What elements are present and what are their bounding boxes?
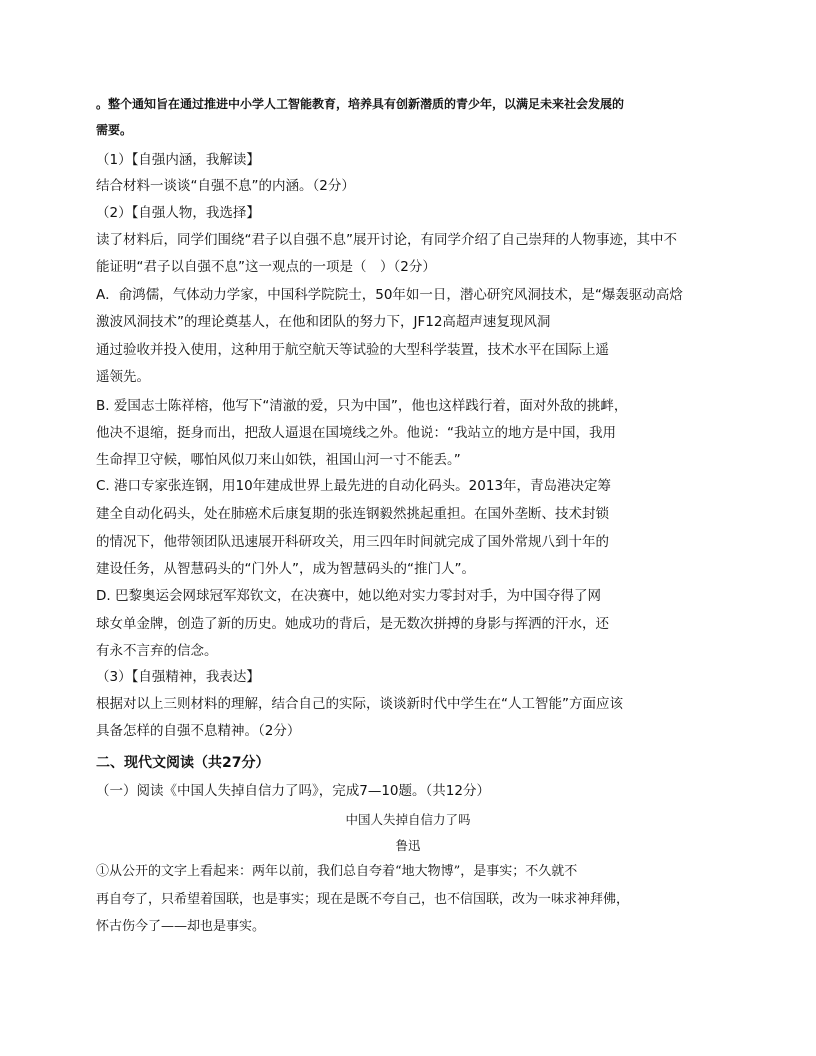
option-b-line: 他决不退缩，挺身而出，把敌人逼退在国境线之外。他说：“我站立的地方是中国，我用 <box>96 425 616 441</box>
option-b-line: 生命捍卫守候，哪怕风似刀来山如铁，祖国山河一寸不能丢。” <box>96 452 461 468</box>
article-paragraph-line: 怀古伤今了——却也是事实。 <box>96 919 266 934</box>
q3-heading: （3）【自强精神，我表达】 <box>96 669 260 685</box>
option-d-line: 有永不言弃的信念。 <box>96 643 218 659</box>
q3-text-line: 具备怎样的自强不息精神。（2分） <box>96 723 301 739</box>
section-subheading: （一）阅读《中国人失掉自信力了吗》，完成7—10题。（共12分） <box>96 783 490 799</box>
option-c-line: 建全自动化码头，处在肺癌术后康复期的张连钢毅然挑起重担。在国外垄断、技术封锁 <box>96 506 609 522</box>
option-a-line: 通过验收并投入使用，这种用于航空航天等试验的大型科学装置，技术水平在国际上遥 <box>96 342 609 358</box>
q2-stem-line: 能证明“君子以自强不息”这一观点的一项是（ ）（2分） <box>96 259 436 275</box>
option-d-line: D. 巴黎奥运会网球冠军郑钦文，在决赛中，她以绝对实力零封对手，为中国夺得了网 <box>96 588 601 604</box>
option-c-line: 建设任务，从智慧码头的“门外人”，成为智慧码头的“推门人”。 <box>96 561 475 577</box>
option-c-line: C. 港口专家张连钢，用10年建成世界上最先进的自动化码头。2013年，青岛港决定筹 <box>96 478 612 494</box>
article-paragraph-line: 再自夸了，只希望着国联，也是事实；现在是既不夸自己，也不信国联，改为一味求神拜佛， <box>96 892 630 907</box>
q2-stem-line: 读了材料后，同学们围绕“君子以自强不息”展开讨论，有同学介绍了自己崇拜的人物事迹，其中不 <box>96 232 677 248</box>
q3-text-line: 根据对以上三则材料的理解，结合自己的实际，谈谈新时代中学生在“人工智能”方面应该 <box>96 696 623 712</box>
option-c-line: 的情况下，他带领团队迅速展开科研攻关，用三四年时间就完成了国外常规八到十年的 <box>96 534 609 550</box>
intro-line: 。整个通知旨在通过推进中小学人工智能教育，培养具有创新潜质的青少年，以满足未来社会发展的 <box>96 97 625 111</box>
q2-heading: （2）【自强人物，我选择】 <box>96 205 260 221</box>
option-d-line: 球女单金牌，创造了新的历史。她成功的背后，是无数次拼搏的身影与挥洒的汗水，还 <box>96 616 609 632</box>
option-b-line: B. 爱国志士陈祥榕，他写下“清澈的爱，只为中国”，他也这样践行着，面对外敌的挑衅， <box>96 398 628 414</box>
option-a-line: 遥领先。 <box>96 369 150 385</box>
article-title: 中国人失掉自信力了吗 <box>345 812 471 827</box>
intro-line: 需要。 <box>96 123 133 137</box>
article-author: 鲁迅 <box>395 838 421 853</box>
option-a-line: A．俞鸿儒，气体动力学家，中国科学院院士，50年如一日，潜心研究风洞技术，是“爆轰驱动高焓 <box>96 287 683 303</box>
q1-text: 结合材料一谈谈“自强不息”的内涵。（2分） <box>96 178 355 194</box>
option-a-line: 激波风洞技术”的理论奠基人，在他和团队的努力下，JF12高超声速复现风洞 <box>96 314 551 330</box>
article-paragraph-line: ①从公开的文字上看起来：两年以前，我们总自夸着“地大物博”，是事实；不久就不 <box>96 864 578 879</box>
section-heading: 二、现代文阅读（共27分） <box>96 755 270 771</box>
q1-heading: （1）【自强内涵，我解读】 <box>96 152 260 168</box>
